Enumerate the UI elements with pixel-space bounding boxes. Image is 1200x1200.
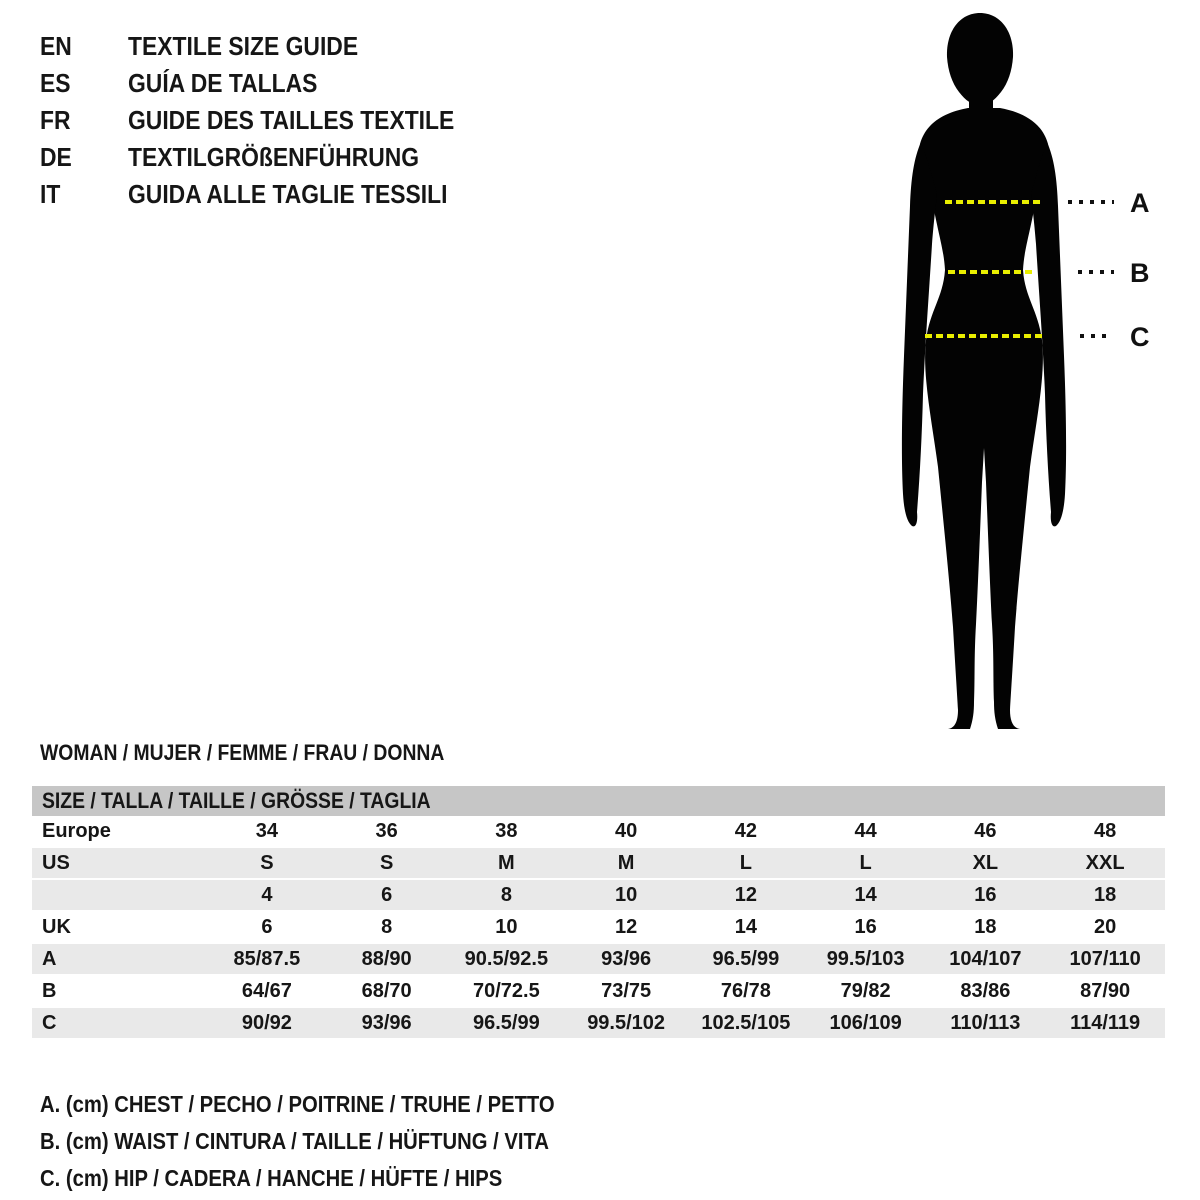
size-value: 16: [974, 884, 997, 906]
row-label: B: [42, 980, 57, 1002]
size-value: 93/96: [601, 948, 652, 970]
language-row-de: [40, 139, 499, 176]
table-row-a: [32, 944, 1165, 976]
legend-line: B. (cm) WAIST / CINTURA / TAILLE / HÜFTUNG / VITA: [40, 1128, 549, 1154]
size-value: 8: [381, 916, 393, 938]
size-value: 42: [734, 820, 757, 842]
size-value: 20: [1094, 916, 1117, 938]
size-value: L: [859, 852, 872, 874]
size-value: 85/87.5: [233, 948, 301, 970]
table-row-us-numeric: [32, 880, 1165, 912]
measurement-legend: [40, 1086, 625, 1197]
size-value: 14: [854, 884, 877, 906]
section-title: [40, 740, 500, 766]
size-value: 64/67: [241, 980, 292, 1002]
size-value: 79/82: [840, 980, 891, 1002]
size-value: 88/90: [361, 948, 412, 970]
size-value: 46: [974, 820, 997, 842]
size-value: 102.5/105: [701, 1012, 791, 1034]
size-value: 4: [261, 884, 273, 906]
size-value: 6: [261, 916, 273, 938]
size-value: 73/75: [601, 980, 652, 1002]
section-title-text: WOMAN / MUJER / FEMME / FRAU / DONNA: [40, 740, 445, 765]
language-row-es: [40, 65, 499, 102]
language-guide-title: GUIDA ALLE TAGLIE TESSILI: [128, 179, 448, 209]
size-value: M: [617, 852, 635, 874]
size-value: 110/113: [950, 1012, 1021, 1034]
size-value: 68/70: [361, 980, 412, 1002]
row-label: UK: [42, 916, 71, 938]
size-value: 10: [615, 884, 638, 906]
table-row-europe: [32, 816, 1165, 848]
size-value: 114/119: [1070, 1012, 1141, 1034]
size-table: [32, 786, 1165, 1040]
size-value: XL: [972, 852, 999, 874]
legend-line: A. (cm) CHEST / PECHO / POITRINE / TRUHE / PETTO: [40, 1091, 555, 1117]
language-code: DE: [40, 142, 72, 172]
language-row-en: [40, 28, 499, 65]
size-value: 83/86: [960, 980, 1011, 1002]
language-guide-title: GUIDE DES TAILLES TEXTILE: [128, 105, 455, 135]
size-value: 70/72.5: [473, 980, 540, 1002]
size-value: S: [260, 852, 274, 874]
size-value: 96.5/99: [473, 1012, 540, 1034]
size-value: 34: [255, 820, 278, 842]
legend-line: C. (cm) HIP / CADERA / HANCHE / HÜFTE / HIPS: [40, 1165, 503, 1191]
marker-label-waist: B: [1130, 258, 1150, 288]
size-value: 8: [500, 884, 512, 906]
size-table-header-text: SIZE / TALLA / TAILLE / GRÖSSE / TAGLIA: [42, 788, 431, 813]
size-value: 38: [495, 820, 518, 842]
size-value: 18: [1094, 884, 1117, 906]
size-value: 104/107: [949, 948, 1022, 970]
size-value: L: [739, 852, 752, 874]
size-value: S: [379, 852, 394, 874]
language-guide-title: TEXTILGRÖßENFÜHRUNG: [128, 142, 420, 172]
size-value: M: [498, 852, 515, 874]
row-label: A: [42, 948, 57, 970]
size-value: 44: [854, 820, 877, 842]
table-row-us: [32, 848, 1165, 880]
woman-silhouette-figure: [890, 12, 1200, 735]
size-value: 10: [495, 916, 518, 938]
size-value: 106/109: [829, 1012, 902, 1034]
size-value: 90/92: [241, 1012, 292, 1034]
language-guide-title: GUÍA DE TALLAS: [128, 68, 318, 98]
language-row-it: [40, 176, 499, 213]
table-row-b: [32, 976, 1165, 1008]
language-list: [40, 28, 499, 213]
row-label: US: [42, 852, 70, 874]
size-value: 99.5/102: [587, 1012, 666, 1034]
size-value: 93/96: [361, 1012, 412, 1034]
size-value: 16: [854, 916, 877, 938]
size-value: 96.5/99: [712, 948, 780, 970]
language-guide-title: TEXTILE SIZE GUIDE: [128, 31, 359, 61]
size-value: 48: [1094, 820, 1117, 842]
marker-label-chest: A: [1130, 188, 1150, 218]
size-value: 14: [734, 916, 757, 938]
language-code: IT: [40, 179, 61, 209]
row-label: [32, 880, 207, 910]
size-value: 12: [615, 916, 638, 938]
size-value: 90.5/92.5: [464, 948, 549, 970]
language-code: EN: [40, 31, 72, 61]
size-value: 18: [974, 916, 997, 938]
size-value: 99.5/103: [826, 948, 905, 970]
marker-label-hip: C: [1130, 322, 1150, 352]
row-label: Europe: [42, 820, 111, 842]
size-value: 6: [381, 884, 393, 906]
size-value: 76/78: [720, 980, 771, 1002]
row-label: C: [42, 1012, 57, 1034]
size-value: XXL: [1085, 852, 1125, 874]
language-row-fr: [40, 102, 499, 139]
language-code: FR: [40, 105, 71, 135]
size-value: 87/90: [1080, 980, 1131, 1002]
table-row-c: [32, 1008, 1165, 1040]
language-code: ES: [40, 68, 71, 98]
size-value: 12: [734, 884, 757, 906]
size-value: 40: [615, 820, 638, 842]
table-row-uk: [32, 912, 1165, 944]
size-value: 36: [375, 820, 398, 842]
size-value: 107/110: [1069, 948, 1141, 970]
size-table-rows: [32, 816, 1165, 1040]
size-table-header: [32, 786, 1165, 816]
